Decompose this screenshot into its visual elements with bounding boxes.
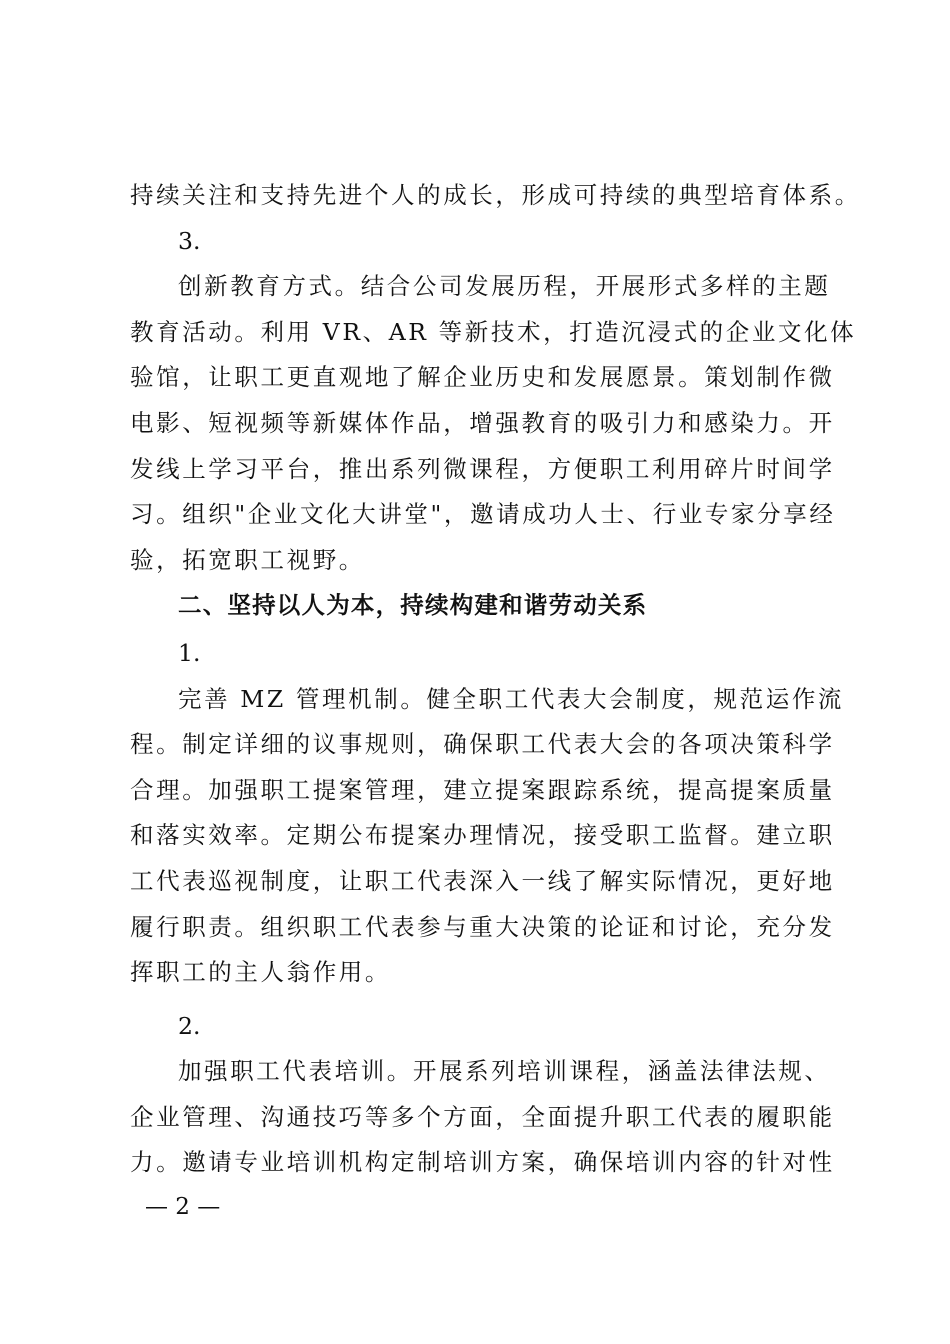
item-number: 2. (178, 1011, 201, 1040)
paragraph-line: 履行职责。组织职工代表参与重大决策的论证和讨论，充分发 (130, 912, 835, 941)
paragraph-line: 电影、短视频等新媒体作品，增强教育的吸引力和感染力。开 (130, 408, 835, 437)
paragraph-line: 验，拓宽职工视野。 (130, 545, 365, 574)
paragraph-line: 创新教育方式。结合公司发展历程，开展形式多样的主题 (178, 272, 831, 301)
document-body (130, 173, 861, 1186)
paragraph-line: 力。邀请专业培训机构定制培训方案，确保培训内容的针对性 (130, 1148, 835, 1177)
page-number: — 2 — (145, 1194, 221, 1220)
paragraph-line: 教育活动。利用 VR、AR 等新技术，打造沉浸式的企业文化体 (130, 317, 857, 346)
paragraph-line: 加强职工代表培训。开展系列培训课程，涵盖法律法规、 (178, 1057, 831, 1086)
paragraph-line: 发线上学习平台，推出系列微课程，方便职工利用碎片时间学 (130, 454, 835, 483)
paragraph-line: 程。制定详细的议事规则，确保职工代表大会的各项决策科学 (130, 730, 835, 759)
paragraph-line: 合理。加强职工提案管理，建立提案跟踪系统，提高提案质量 (130, 775, 835, 804)
paragraph-line: 完善 MZ 管理机制。健全职工代表大会制度，规范运作流 (178, 684, 845, 713)
paragraph-line: 习。组织"企业文化大讲堂"，邀请成功人士、行业专家分享经 (130, 500, 836, 529)
item-number: 3. (178, 226, 201, 255)
paragraph-line: 验馆，让职工更直观地了解企业历史和发展愿景。策划制作微 (130, 363, 835, 392)
paragraph-line: 挥职工的主人翁作用。 (130, 958, 391, 987)
paragraph-line: 工代表巡视制度，让职工代表深入一线了解实际情况，更好地 (130, 866, 835, 895)
item-number: 1. (178, 638, 201, 667)
paragraph-line: 企业管理、沟通技巧等多个方面，全面提升职工代表的履职能 (130, 1102, 835, 1131)
paragraph-line: 和落实效率。定期公布提案办理情况，接受职工监督。建立职 (130, 821, 835, 850)
paragraph-line: 持续关注和支持先进个人的成长，形成可持续的典型培育体系。 (130, 181, 861, 209)
section-heading: 二、坚持以人为本，持续构建和谐劳动关系 (178, 591, 648, 620)
